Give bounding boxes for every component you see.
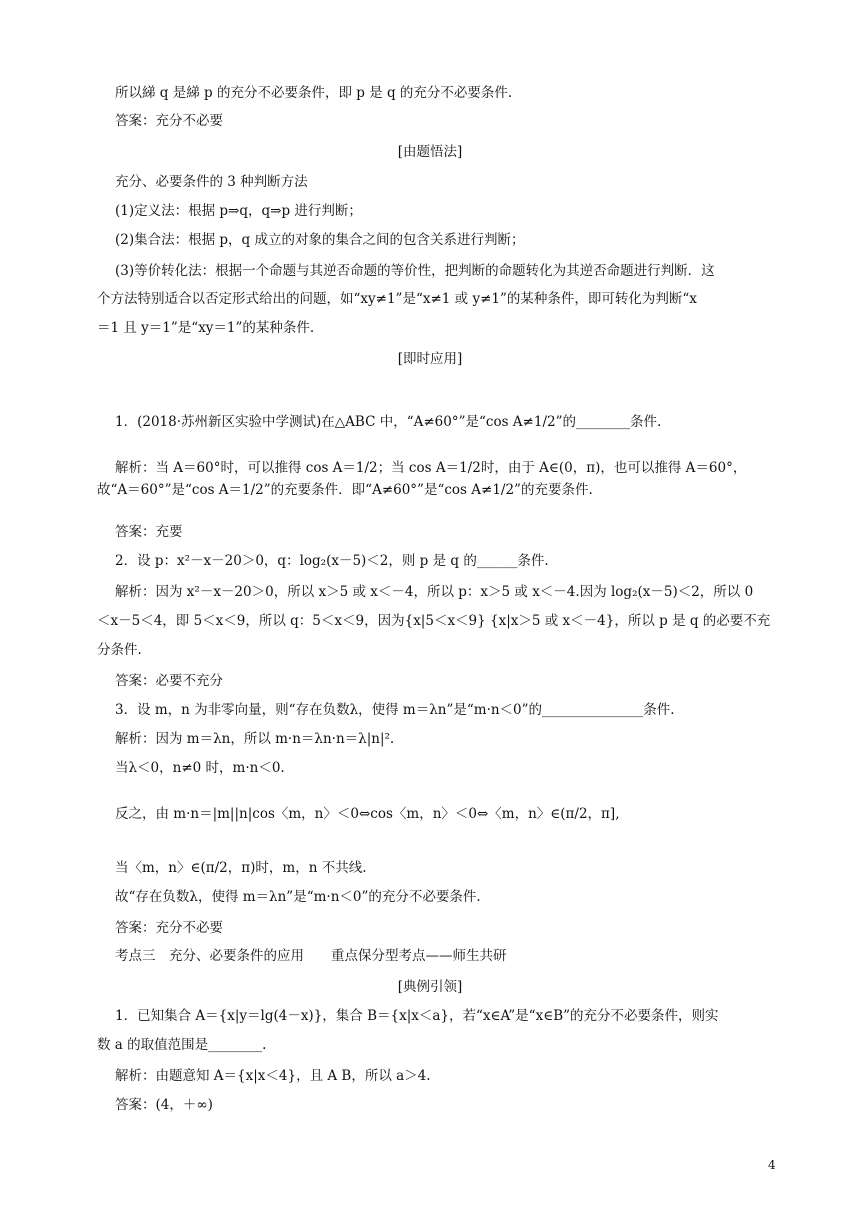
text-line: 2．设 p：x²－x－20＞0，q：log₂(x－5)＜2，则 p 是 q 的______条件. [115,553,549,569]
text-line: 3．设 m，n 为非零向量，则“存在负数λ，使得 m＝λn”是“m·n＜0”的_______________条件. [115,702,675,718]
text-line: ＝1 且 y＝1”是“xy＝1”的某种条件. [97,320,315,336]
text-line: 解析：因为 m＝λn，所以 m·n＝λn·n＝λ|n|². [115,731,395,747]
text-line: 充分、必要条件的 3 种判断方法 [115,174,308,190]
text-line: 答案：(4，＋∞) [115,1097,213,1113]
text-line: 当〈m，n〉∈(π/2，π)时，m，n 不共线. [115,860,367,876]
text-line: 答案：充要 [115,524,183,540]
text-line: ＜x－5＜4，即 5＜x＜9，所以 q：5＜x＜9，因为{x|5＜x＜9} {x|x＞5 或 x＜－4}，所以 p 是 q 的必要不充 [97,613,771,629]
text-line: (1)定义法：根据 p⇒q，q⇒p 进行判断； [115,203,362,219]
page-number: 4 [768,1158,776,1172]
text-line: 解析：当 A＝60°时，可以推得 cos A＝1/2；当 cos A＝1/2时，由于 A∈(0，π)，也可以推得 A＝60°， [115,460,747,476]
text-line: 故“A＝60°”是“cos A＝1/2”的充要条件．即“A≠60°”是“cos A≠1/2”的充要条件. [97,482,593,498]
text-line: 答案：充分不必要 [115,113,223,129]
text-line: [即时应用] [397,351,463,367]
text-line: 反之，由 m·n＝|m||n|cos〈m，n〉＜0⇔cos〈m，n〉＜0⇔〈m，n〉∈(π/2，π], [115,806,620,822]
text-line: 个方法特别适合以否定形式给出的问题，如“xy≠1”是“x≠1 或 y≠1”的某种条件，即可转化为判断“x [97,291,697,307]
text-line: 考点三 充分、必要条件的应用 重点保分型考点——师生共研 [115,948,507,964]
text-line: (2)集合法：根据 p，q 成立的对象的集合之间的包含关系进行判断； [115,232,525,248]
text-line: 当λ＜0，n≠0 时，m·n＜0. [115,760,285,776]
text-line: 1．已知集合 A＝{x|y＝lg(4－x)}，集合 B＝{x|x＜a}，若“x∈A”是“x∈B”的充分不必要条件，则实 [115,1008,719,1024]
text-line: 数 a 的取值范围是________. [97,1037,267,1053]
text-line: 故“存在负数λ，使得 m＝λn”是“m·n＜0”的充分不必要条件. [115,889,481,905]
text-line: [典例引领] [397,979,463,995]
text-line: [由题悟法] [397,144,463,160]
text-line: 所以綈 q 是綈 p 的充分不必要条件，即 p 是 q 的充分不必要条件. [115,85,513,101]
text-line: (3)等价转化法：根据一个命题与其逆否命题的等价性，把判断的命题转化为其逆否命题进行判断．这 [115,263,715,279]
text-line: 答案：必要不充分 [115,673,223,689]
text-line: 解析：因为 x²－x－20＞0，所以 x＞5 或 x＜－4，所以 p：x＞5 或 x＜－4.因为 log₂(x－5)＜2，所以 0 [115,584,754,600]
text-line: 解析：由题意知 A＝{x|x＜4}，且 A B，所以 a＞4. [115,1068,431,1084]
text-line: 答案：充分不必要 [115,920,223,936]
text-line: 分条件. [97,642,142,658]
text-line: 1．(2018·苏州新区实验中学测试)在△ABC 中，“A≠60°”是“cos A≠1/2”的________条件. [115,414,662,430]
